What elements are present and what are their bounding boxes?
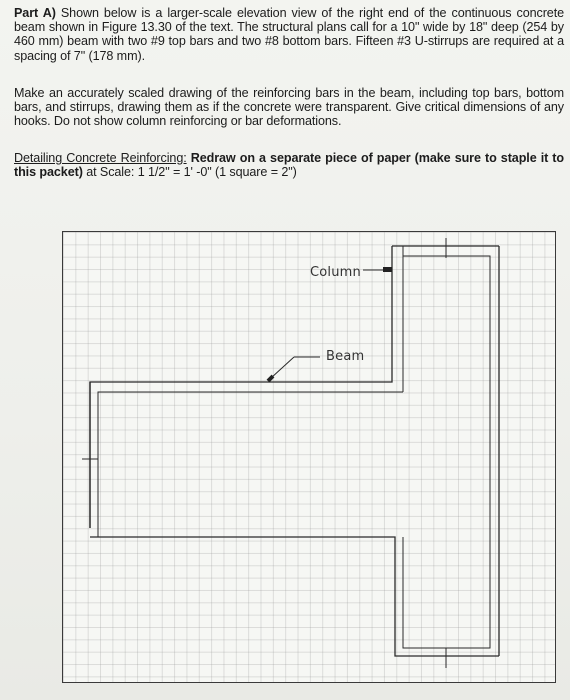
detailing-scale-text: at Scale: 1 1/2" = 1' -0" (1 square = 2") [82, 165, 297, 180]
beam-label: Beam [326, 349, 365, 364]
detailing-heading: Detailing Concrete Reinforcing: [14, 151, 187, 165]
column-outline [90, 246, 392, 528]
column-label: Column [310, 265, 361, 280]
beam-bottom-outline [90, 537, 499, 656]
beam-leader-arrow [268, 376, 273, 381]
part-a-label: Part A) [14, 6, 56, 20]
column-leader-tick [383, 267, 392, 272]
detailing-bold-text: Redraw on a separate piece of paper (make sure to staple it to this packet) [14, 151, 564, 180]
part-a-text: Shown below is a larger-scale elevation view of the right end of the continuous concrete beam shown in Figure 13.30 of the text. The structural plans call for a 10" wide by 18" deep (254 by 460 mm) beam with two #9 top bars and two #8 bottom bars. Fifteen #3 U-stirrups are required at a spacing of 7" (178 mm). [14, 6, 564, 63]
instructions-text: Make an accurately scaled drawing of the reinforcing bars in the beam, including top bars, bottom bars, and stirrups, drawing them as if the concrete were transparent. Give critical dimensions of any hooks. Do not show column reinforcing or bar deformations. [14, 86, 564, 129]
